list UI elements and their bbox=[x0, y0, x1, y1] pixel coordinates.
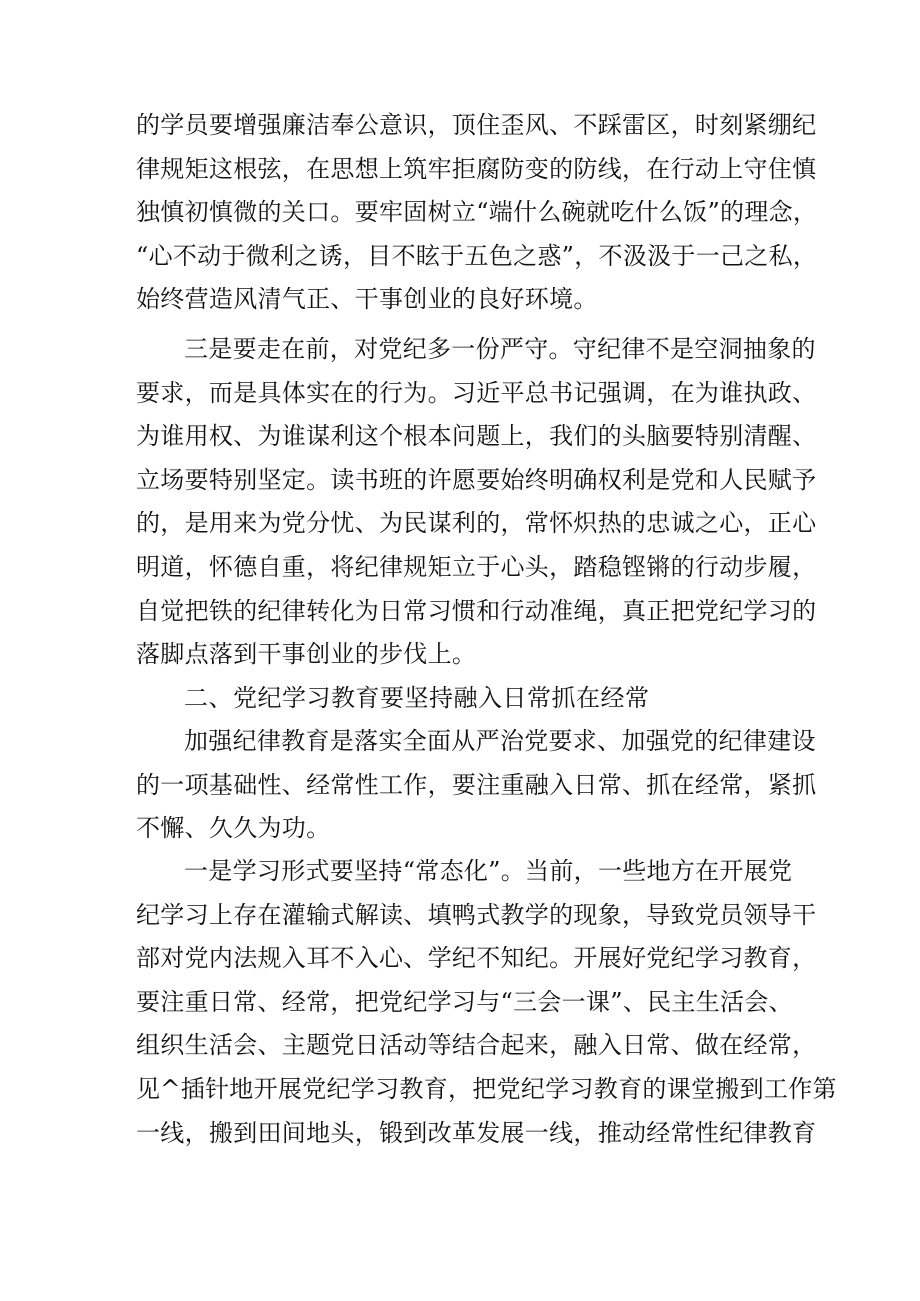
paragraph-line: 落脚点落到干事创业的步伐上。 bbox=[136, 640, 477, 669]
paragraph-line: 部对党内法规入耳不入心、学纪不知纪。开展好党纪学习教育， bbox=[136, 944, 817, 973]
paragraph-line: 明道，怀德自重，将纪律规矩立于心头，踏稳铿锵的行动步履， bbox=[136, 552, 817, 581]
paragraph-line: 组织生活会、主题党日活动等结合起来，融入日常、做在经常， bbox=[136, 1031, 817, 1060]
paragraph-line: 要求，而是具体实在的行为。习近平总书记强调，在为谁执政、 bbox=[136, 378, 817, 407]
paragraph-line: 的学员要增强廉洁奉公意识，顶住歪风、不踩雷区，时刻紧绷纪 bbox=[136, 111, 817, 139]
paragraph-line: 为谁用权、为谁谋利这个根本问题上，我们的头脑要特别清醒、 bbox=[136, 422, 817, 451]
paragraph-line: 始终营造风清气正、干事创业的良好环境。 bbox=[136, 285, 598, 314]
paragraph-line: 一是学习形式要坚持“常态化”。当前，一些地方在开展党 bbox=[184, 857, 793, 885]
paragraph-line: 一线，搬到田间地头，锻到改革发展一线，推动经常性纪律教育 bbox=[136, 1118, 817, 1147]
paragraph-line: 三是要走在前，对党纪多一份严守。守纪律不是空洞抽象的 bbox=[184, 335, 816, 363]
paragraph-4 bbox=[136, 850, 837, 1155]
paragraph-line: 的一项基础性、经常性工作，要注重融入日常、抓在经常，紧抓 bbox=[136, 770, 817, 799]
paragraph-line: 不懈、久久为功。 bbox=[136, 814, 331, 843]
paragraph-line: 纪学习上存在灌输式解读、填鸭式教学的现象，导致党员领导干 bbox=[136, 900, 817, 929]
paragraph-2 bbox=[136, 328, 817, 677]
paragraph-line: 见^插针地开展党纪学习教育，把党纪学习教育的课堂搬到工作第 bbox=[136, 1074, 837, 1103]
paragraph-3 bbox=[136, 720, 817, 851]
paragraph-1 bbox=[136, 104, 818, 322]
paragraph-line: 的，是用来为党分忧、为民谋利的，常怀炽热的忠诚之心，正心 bbox=[136, 509, 817, 538]
paragraph-line: 律规矩这根弦，在思想上筑牢拒腐防变的防线，在行动上守住慎 bbox=[136, 154, 817, 183]
paragraph-line: 立场要特别坚定。读书班的许愿要始终明确权利是党和人民赋予 bbox=[136, 465, 817, 494]
section-heading: 二、党纪学习教育要坚持融入日常抓在经常 bbox=[184, 684, 650, 712]
paragraph-line: 独慎初慎微的关口。要牢固树立“端什么碗就吃什么饭”的理念， bbox=[136, 198, 818, 227]
paragraph-line: 要注重日常、经常，把党纪学习与“三会一课”、民主生活会、 bbox=[136, 987, 793, 1016]
paragraph-line: 自觉把铁的纪律转化为日常习惯和行动准绳，真正把党纪学习的 bbox=[136, 596, 817, 625]
paragraph-line: “心不动于微利之诱，目不眩于五色之惑”，不汲汲于一己之私， bbox=[136, 241, 818, 270]
paragraph-line: 加强纪律教育是落实全面从严治党要求、加强党的纪律建设 bbox=[184, 727, 816, 755]
